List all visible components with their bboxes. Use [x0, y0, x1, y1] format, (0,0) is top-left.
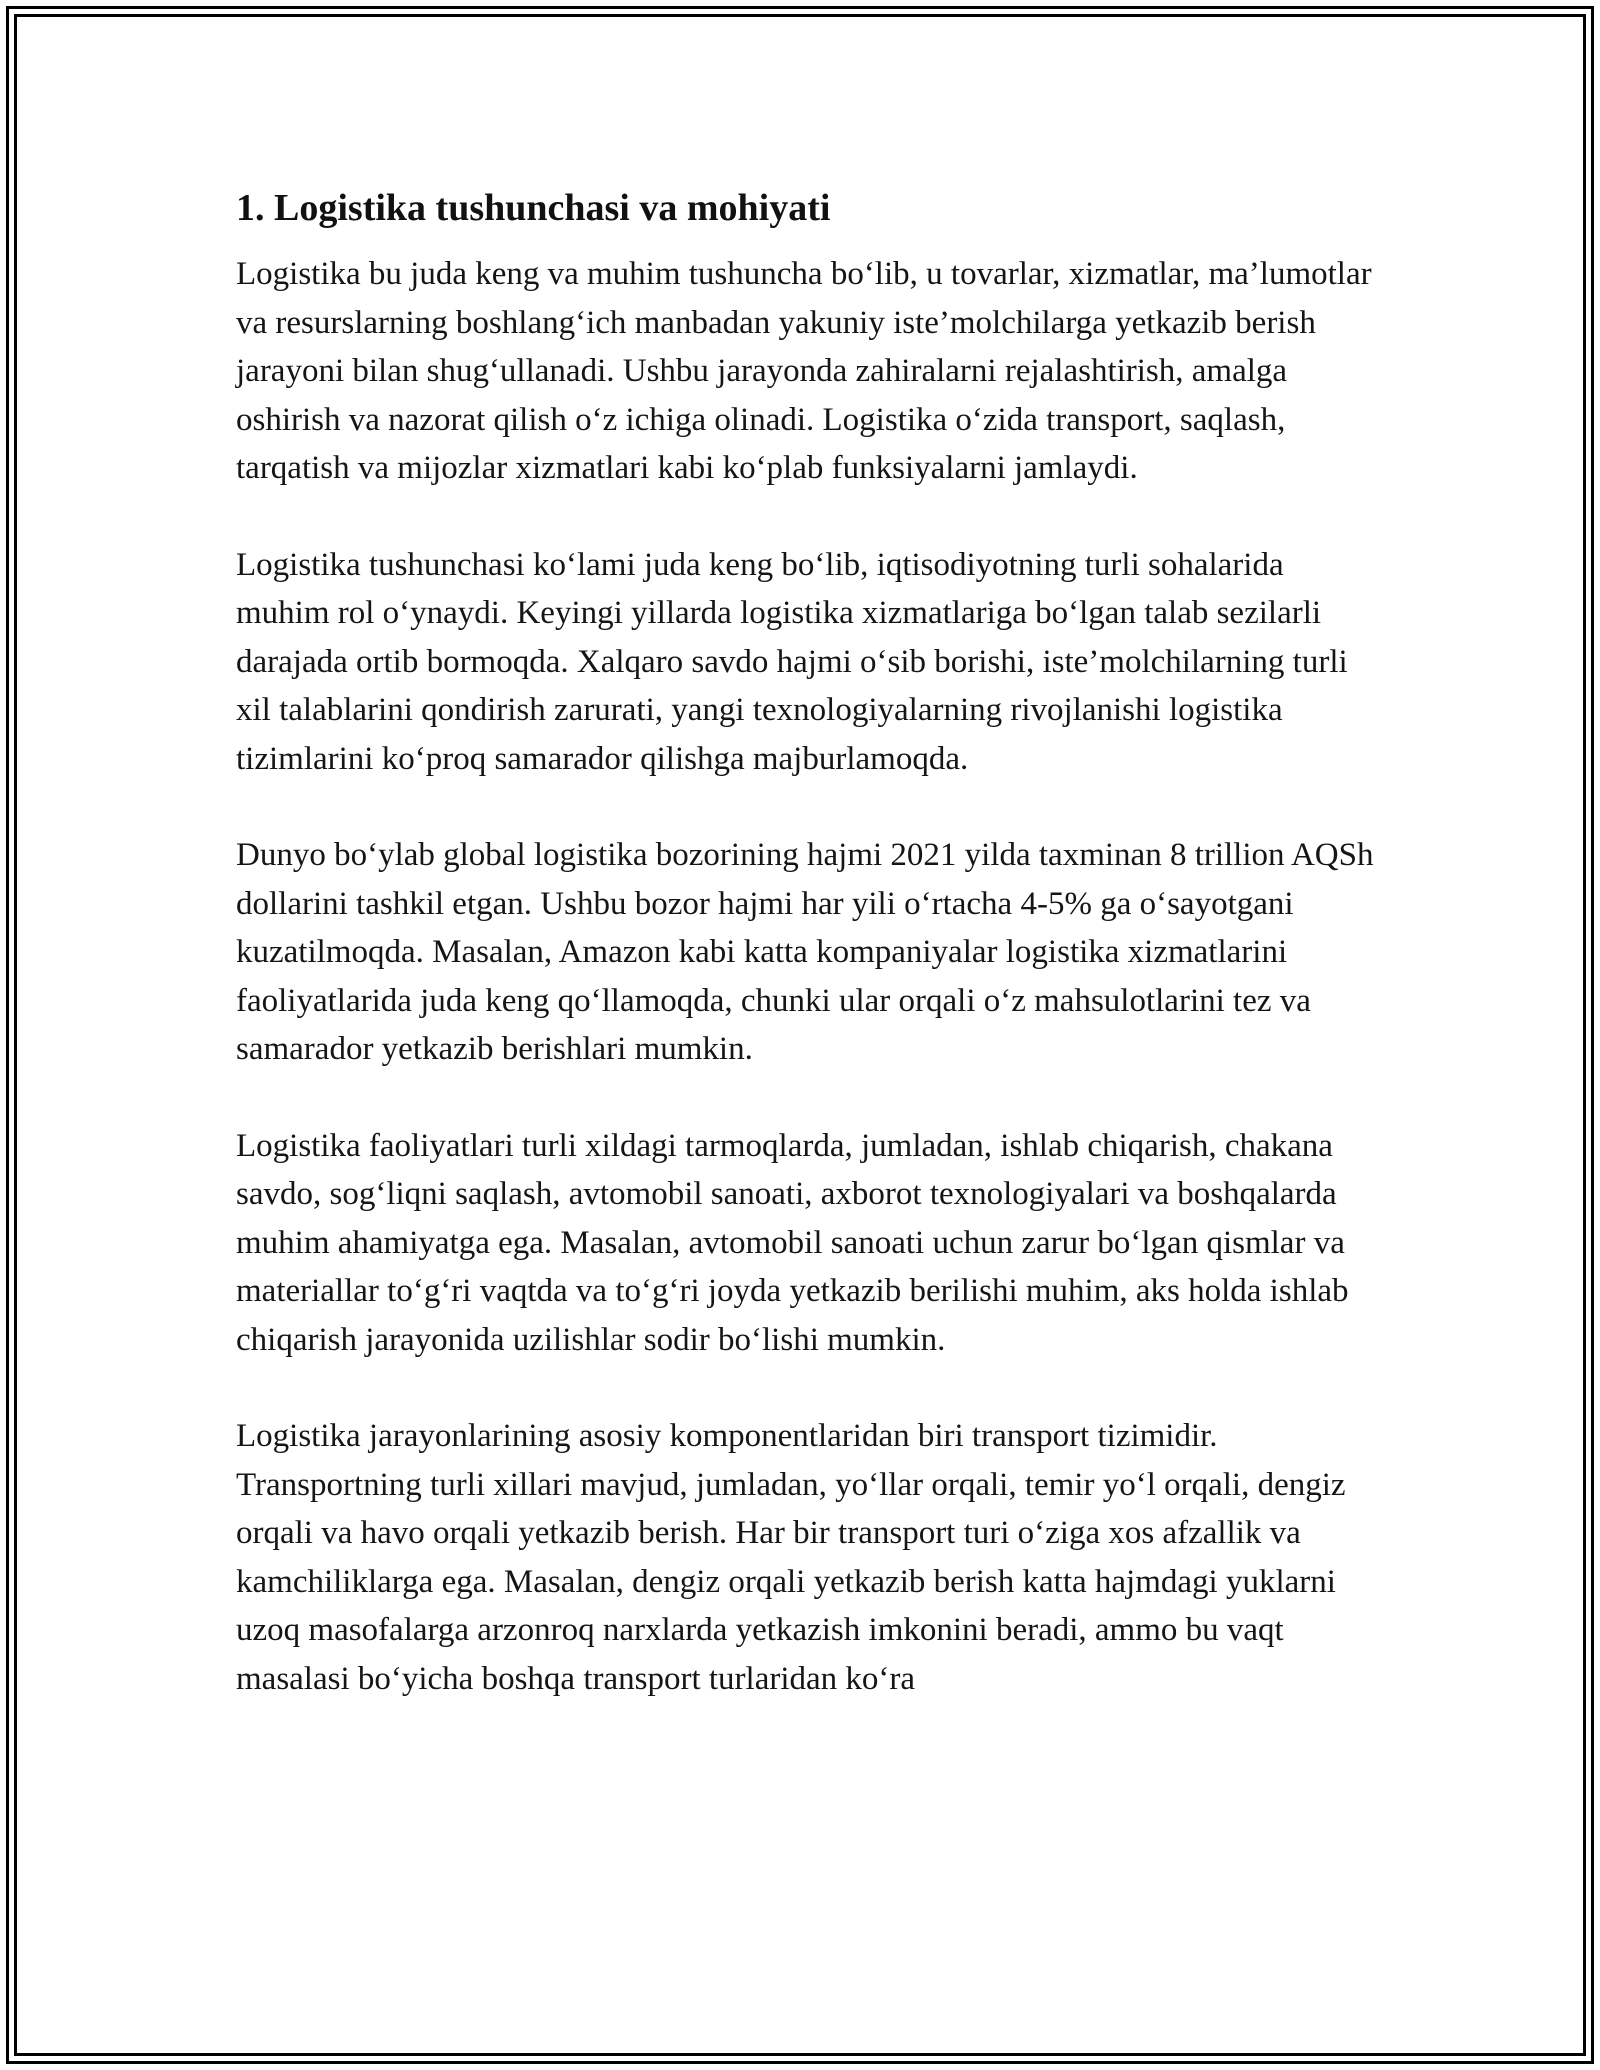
paragraph-1: Logistika bu juda keng va muhim tushuncha bo‘lib, u tovarlar, xizmatlar, ma’lumotlar va resurslarning boshlang‘ich manbadan yakuniy iste’molchilarga yetkazib berish jarayoni bilan shug‘ullanadi. Ushbu jarayonda zahiralarni rejalashtirish, amalga oshirish va nazorat qilish o‘z ichiga olinadi. Logistika o‘zida transport, saqlash, tarqatish va mijozlar xizmatlari kabi ko‘plab funksiyalarni jamlaydi. [236, 256, 1372, 486]
paragraph-4: Logistika faoliyatlari turli xildagi tarmoqlarda, jumladan, ishlab chiqarish, chakana savdo, sog‘liqni saqlash, avtomobil sanoati, axborot texnologiyalari va boshqalarda muhim ahamiyatga ega. Masalan, avtomobil sanoati uchun zarur bo‘lgan qismlar va materiallar to‘g‘ri vaqtda va to‘g‘ri joyda yetkazib berilishi muhim, aks holda ishlab chiqarish jarayonida uzilishlar sodir bo‘lishi mumkin. [236, 1127, 1349, 1358]
section-heading: 1. Logistika tushunchasi va mohiyati [236, 187, 831, 229]
paragraph-2: Logistika tushunchasi ko‘lami juda keng bo‘lib, iqtisodiyotning turli sohalarida muhim rol o‘ynaydi. Keyingi yillarda logistika xizmatlariga bo‘lgan talab sezilarli darajada ortib bormoqda. Xalqaro savdo hajmi o‘sib borishi, iste’molchilarning turli xil talablarini qondirish zarurati, yangi texnologiyalarning rivojlanishi logistika tizimlarini ko‘proq samarador qilishga majburlamoqda. [236, 546, 1348, 777]
paragraph-3: Dunyo bo‘ylab global logistika bozorining hajmi 2021 yilda taxminan 8 trillion AQSh dollarini tashkil etgan. Ushbu bozor hajmi har yili o‘rtacha 4-5% ga o‘sayotgani kuzatilmoqda. Masalan, Amazon kabi katta kompaniyalar logistika xizmatlarini faoliyatlarida juda keng qo‘llamoqda, chunki ular orqali o‘z mahsulotlarini tez va samarador yetkazib berishlari mumkin. [236, 837, 1374, 1067]
document-page [236, 184, 1376, 1751]
paragraph-5: Logistika jarayonlarining asosiy komponentlaridan biri transport tizimidir. Transportning turli xillari mavjud, jumladan, yo‘llar orqali, temir yo‘l orqali, dengiz orqali va havo orqali yetkazib berish. Har bir transport turi o‘ziga xos afzallik va kamchiliklarga ega. Masalan, dengiz orqali yetkazib berish katta hajmdagi yuklarni uzoq masofalarga arzonroq narxlarda yetkazish imkonini beradi, ammo bu vaqt masalasi bo‘yicha boshqa transport turlaridan ko‘ra [236, 1418, 1346, 1697]
